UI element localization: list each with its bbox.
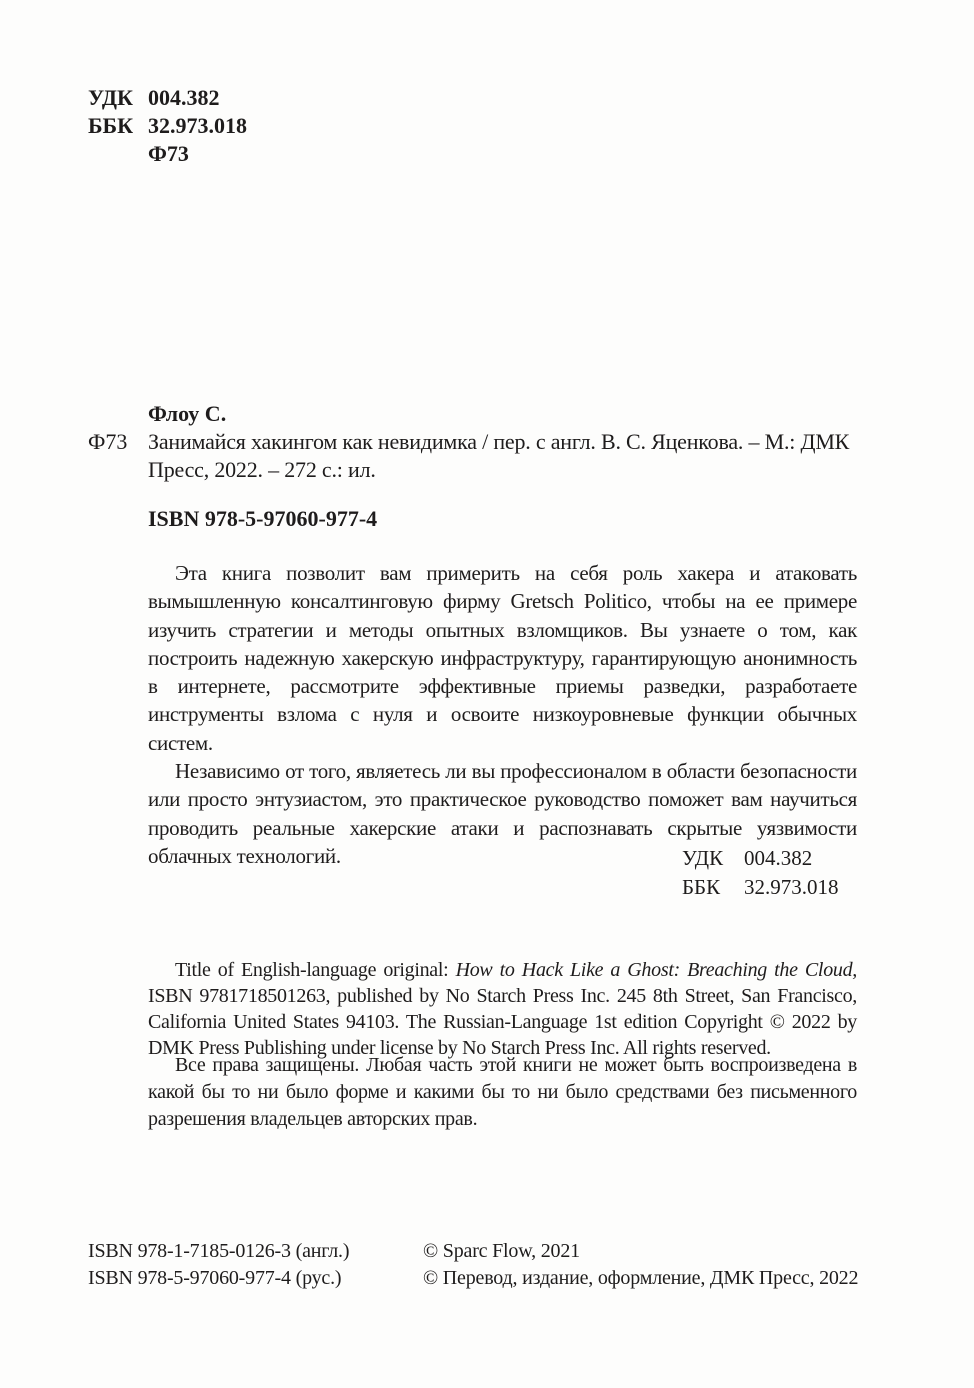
rights-notice-paragraph: Все права защищены. Любая часть этой книги не может быть воспроизведена в какой бы то ни было форме и какими бы то ни было средствами без письменного разрешения владельцев авторских прав. <box>148 1054 857 1130</box>
udk-value: 004.382 <box>148 85 220 110</box>
top-classification-block <box>88 84 247 168</box>
bbk-row <box>88 112 247 140</box>
bbk-label: ББК <box>88 113 134 138</box>
udk-row <box>88 84 247 112</box>
isbn-heading: ISBN 978-5-97060-977-4 <box>148 506 378 531</box>
author-name: Флоу С. <box>148 401 227 426</box>
card-index: Ф73 <box>88 429 128 454</box>
bbk-value-bottom: 32.973.018 <box>744 875 839 899</box>
footer-isbn-russian: ISBN 978-5-97060-977-4 (рус.) <box>88 1267 342 1289</box>
udk-value-bottom: 004.382 <box>744 846 813 870</box>
footer-copyright-author: © Sparc Flow, 2021 <box>423 1240 580 1262</box>
footer-copyright-publisher: © Перевод, издание, оформление, ДМК Пресс, 2022 <box>423 1267 859 1289</box>
udk-label-bottom: УДК <box>682 846 724 870</box>
author-sign-row <box>88 140 247 168</box>
udk-label: УДК <box>88 85 134 110</box>
author-sign: Ф73 <box>148 141 189 166</box>
udk-row-bottom <box>682 844 839 873</box>
english-copyright-rest: ISBN 9781718501263, published by No Starch Press Inc. 245 8th Street, San Francisco, California United States 94103. The Russian-Language 1st edition Copyright © 2022 by DMK Press Publishing under license by No Starch Press Inc. All rights reserved. <box>148 985 857 1059</box>
bibliographic-description: Занимайся хакингом как невидимка / пер. с англ. В. С. Яценкова. – М.: ДМК Пресс, 2022. – 272 с.: ил. <box>148 429 850 482</box>
annotation-paragraph-2: Независимо от того, являетесь ли вы профессионалом в области безопасности или просто энтузиастом, это практическое руководство поможет вам научиться проводить реальные хакерские атаки и распознавать скрытые уязвимости облачных технологий. <box>148 759 857 868</box>
english-copyright-intro: Title of English-language original: <box>175 959 456 981</box>
annotation-paragraph-1: Эта книга позволит вам примерить на себя роль хакера и атаковать вымышленную консалтинговую фирму Gretsch Politico, чтобы на ее примере изучить стратегии и методы опытных взломщиков. Вы узнаете о том, как построить надежную хакерскую инфраструктуру, гарантирующую анонимность в интернете, рассмотрите эффективные приемы разведки, разработаете инструменты взлома с нуля и освоите низкоуровневые функции обычных систем. <box>148 561 857 755</box>
english-copyright-paragraph <box>148 957 857 1061</box>
bbk-value: 32.973.018 <box>148 113 247 138</box>
original-title: How to Hack Like a Ghost: Breaching the Cloud, <box>455 959 857 981</box>
english-copyright-block <box>148 957 857 1061</box>
annotation-block <box>148 559 857 870</box>
bibliography-block <box>88 428 858 484</box>
bbk-label-bottom: ББК <box>682 875 721 899</box>
bbk-row-bottom <box>682 873 839 902</box>
bottom-classification-block <box>682 844 839 902</box>
rights-notice-block <box>148 1052 857 1133</box>
footer-isbn-english: ISBN 978-1-7185-0126-3 (англ.) <box>88 1240 350 1262</box>
catalog-card <box>88 400 858 533</box>
